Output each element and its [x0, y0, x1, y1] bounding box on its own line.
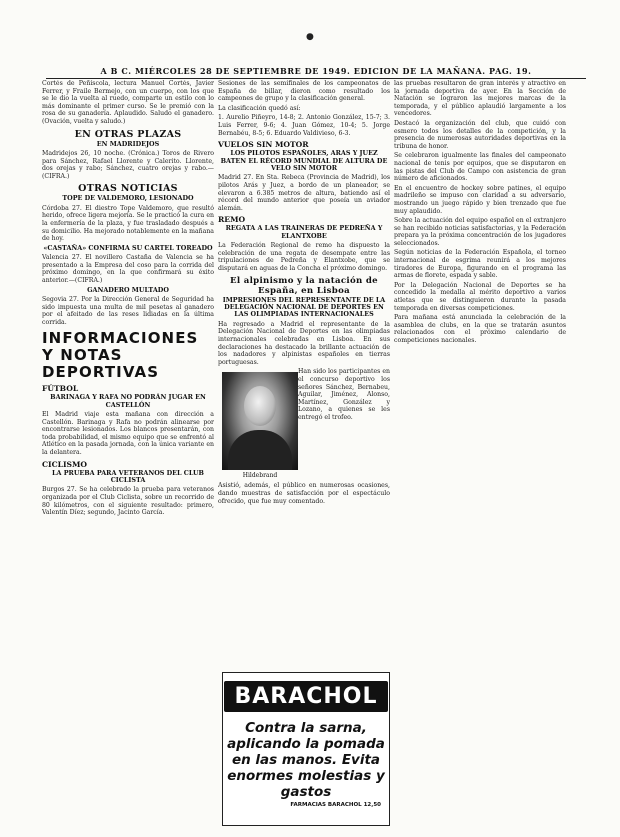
sport-heading: VUELOS SIN MOTOR: [218, 140, 309, 150]
article-text: Cortés de Peñíscola, lectura Manuel Cortés, Javier Ferrer, y Fraile Bermejo, con un cuerpo, con los que se le dio la vuelta al ruedo, comparte un estilo con lo más dominante el primer curso. Se le premió con la rosa de su ganadería. Aplaudido. Saludo el ganadero. (Ovación, vuelta y saludo.): [42, 80, 214, 125]
section-subheading: «CASTAÑA» CONFIRMA SU CARTEL TOREADO: [43, 243, 213, 252]
section-subheading: GANADERO MULTADO: [87, 285, 169, 294]
ad-footnote: FARMACIAS BARACHOL 12,50: [290, 802, 381, 808]
section-heading: EN OTRAS PLAZAS: [74, 128, 182, 140]
section-subheading: LOS PILOTOS ESPAÑOLES, ARAS Y JUEZ BATEN EL RÉCORD MUNDIAL DE ALTURA DE VELO SIN MOTOR: [220, 149, 388, 172]
article-text: Ha regresado a Madrid el representante de la Delegación Nacional de Deportes en las olimpiadas internacionales celebradas en Lisboa. En sus declaraciones ha destacado la brillante actuación de los nadadores y alpinistas españoles en tierras portuguesas.: [218, 320, 390, 366]
photo-caption: Hildebrand: [242, 472, 278, 480]
portrait-face: [244, 386, 276, 426]
article-text: La Federación Regional de remo ha dispuesto la celebración de una regata de desempate entre las tripulaciones de Pedreña y Elantxobe, que se disputará en aguas de la Concha el próximo domingo.: [218, 242, 390, 272]
section-subheading: BARINAGA Y RAFA NO PODRÁN JUGAR EN CASTELLÓN: [50, 393, 206, 409]
results-text: 1. Aurelio Piñeyro, 14-8; 2. Antonio González, 15-7; 3. Luis Ferrer, 9-6; 4. Juan Gómez, 10-4; 5. Jorge Bernabéu, 8-5; 6. Eduardo Valdivieso, 6-3.: [218, 114, 390, 137]
article-text: La clasificación quedó así:: [218, 104, 301, 112]
sport-heading: CICLISMO: [42, 459, 88, 469]
article-text: las pruebas resultaron de gran interés y atractivo en la jornada deportiva de ayer. En la Sección de Natación se lograron las mejores marcas de la temporada, y el público aplaudió largamente a los vencedores.: [394, 80, 566, 118]
portrait-body: [228, 430, 292, 470]
article-text: Para mañana está anunciada la celebración de la asamblea de clubs, en la que se tratarán asuntos relacionados con el próximo calendario de competiciones nacionales.: [394, 314, 566, 344]
article-text: En el encuentro de hockey sobre patines, el equipo madrileño se impuso con claridad a su adversario, mostrando un juego rápido y bien trenzado que fue muy aplaudido.: [394, 184, 566, 215]
article-text: Segovia 27. Por la Dirección General de Seguridad ha sido impuesta una multa de mil pesetas al ganadero por el afeitado de las reses lidiadas en la última corrida.: [42, 295, 214, 326]
article-text: Valencia 27. El novillero Castaña de Valencia se ha presentado a la Empresa del coso para la corrida del próximo domingo, en la que confirmará su éxito anterior.—(CIFRA.): [42, 254, 214, 284]
ad-brand: BARACHOL: [224, 681, 387, 712]
article-text: Han sido los participantes en el concurso deportivo los señores Sánchez, Bernabeu, Aguilar, Jiménez, Alonso, Martínez, González y Lozano, a quienes se les entregó el trofeo.: [298, 368, 390, 421]
section-heading: OTRAS NOTICIAS: [78, 183, 178, 195]
article-text: Asistió, además, el público en numerosas ocasiones, dando muestras de satisfacción por el espectáculo ofrecido, que fue muy comentado.: [218, 482, 390, 505]
article-text: Se celebraron igualmente las finales del campeonato nacional de tenis por equipos, que se disputaron en las pistas del Club de Campo con asistencia de gran número de aficionados.: [394, 152, 566, 183]
article-text: Burgos 27. Se ha celebrado la prueba para veteranos organizada por el Club Ciclista, sobre un recorrido de 80 kilómetros, con el siguiente resultado: primero, Valentín Díez; segundo, Jacinto García.: [42, 486, 214, 517]
ad-text: Contra la sarna, aplicando la pomada en las manos. Evita enormes molestias y gastos: [227, 720, 385, 800]
section-subheading: REGATA A LAS TRAINERAS DE PEDREÑA Y ELANTXOBE: [225, 224, 383, 240]
sport-heading: REMO: [218, 215, 246, 225]
advertisement: [222, 672, 390, 826]
sport-heading: FÚTBOL: [42, 384, 79, 394]
article-text: Sobre la actuación del equipo español en el extranjero se han recibido noticias satisfactorias, y la Federación prepara ya la próxima concentración de los jugadores seleccionados.: [394, 217, 566, 247]
article-text: Madridejos 26, 10 noche. (Crónica.) Toros de Rivero para Sánchez, Rafael Llorente y Calerito. Llorente, dos orejas y rabo; Sánchez, cuatro orejas y rabo.—(CIFRA.): [42, 149, 214, 180]
page-header: A B C. MIÉRCOLES 28 DE SEPTIEMBRE DE 1949. EDICION DE LA MAÑANA. PAG. 19.: [46, 66, 586, 79]
section-subheading: LA PRUEBA PARA VETERANOS DEL CLUB CICLISTA: [52, 468, 204, 485]
column-1: [42, 80, 214, 825]
section-subheading: TOPE DE VALDEMORO, LESIONADO: [62, 194, 194, 203]
article-text: Sesiones de las semifinales de los campeonatos de España de billar, dieron como resultado los campeones de grupo y la clasificación general.: [218, 80, 390, 103]
section-subheading: IMPRESIONES DEL REPRESENTANTE DE LA DELEGACIÓN NACIONAL DE DEPORTES EN LAS OLIMPIADAS INTERNACIONALES: [222, 295, 386, 319]
column-3: [394, 80, 566, 825]
section-subheading: EN MADRIDEJOS: [96, 139, 160, 148]
article-text: Destacó la organización del club, que cuidó con esmero todos los detalles de la competición, y la presencia de numerosas autoridades deportivas en la tribuna de honor.: [394, 119, 566, 150]
sports-headline: INFORMACIONES Y NOTAS DEPORTIVAS: [42, 329, 199, 382]
article-text: Madrid 27. En Sta. Rebeca (Provincia de Madrid), los pilotos Arás y Juez, a bordo de un planeador, se elevaron a 6.385 metros de altura, batiendo así el récord del mundo anterior que poseía un aviador alemán.: [218, 174, 390, 212]
article-text: El Madrid viaje esta mañana con dirección a Castellón. Barinaga y Rafa no podrán alinearse por encontrarse lesionados. Los blancos presentarán, con toda probabilidad, el mismo equipo que se enfrentó al Atlético en la pasada jornada, con la única variante en la delantera.: [42, 411, 214, 457]
portrait-photo: [222, 372, 298, 470]
article-headline: El alpinismo y la natación de España, en Lisboa: [230, 275, 378, 296]
article-text: Por la Delegación Nacional de Deportes se ha concedido la medalla al mérito deportivo a varios atletas que se distinguieron durante la pasada temporada en diversas competiciones.: [394, 281, 566, 312]
article-text: Córdoba 27. El diestro Tope Valdemoro, que resultó herido, ofrece ligera mejoría. Se le practicó la cura en la enfermería de la plaza, y fue trasladado después a su domicilio. Ha mejorado notablemente en la mañana de hoy.: [42, 204, 214, 243]
article-text: Según noticias de la Federación Española, el torneo internacional de esgrima reunirá a los mejores tiradores de Europa, figurando en el programa las armas de florete, espada y sable.: [394, 249, 566, 280]
page-mark-icon: ●: [306, 32, 314, 42]
